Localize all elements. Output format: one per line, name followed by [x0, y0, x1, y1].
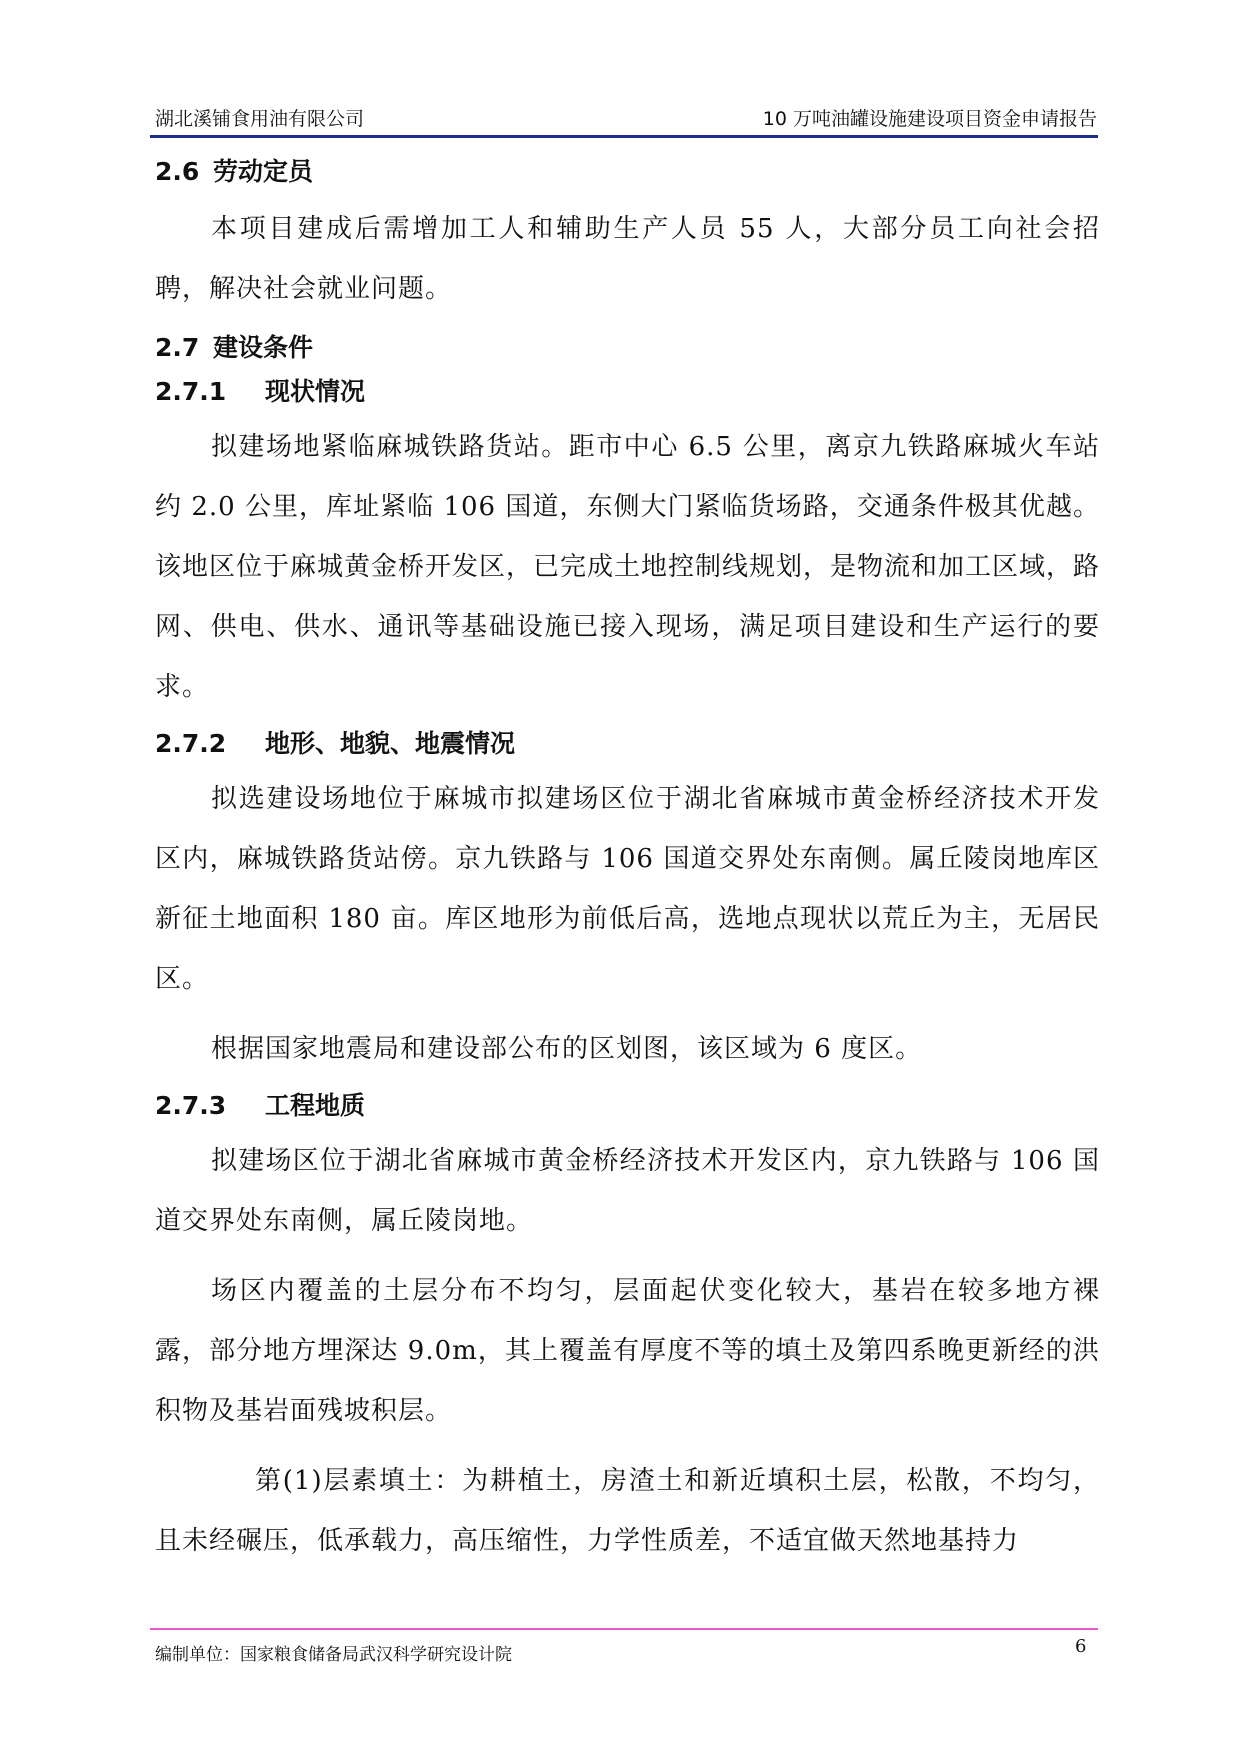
- section-title: 建设条件: [213, 333, 314, 362]
- header-report-title: 10 万吨油罐设施建设项目资金申请报告: [762, 108, 1097, 130]
- section-number: 2.6: [155, 157, 200, 186]
- section-heading-2-7-1: [155, 375, 1100, 409]
- section-title: 工程地质: [265, 1091, 366, 1120]
- section-heading-2-7-3: [155, 1089, 1100, 1123]
- section-heading-2-6: [155, 155, 1100, 189]
- section-title: 现状情况: [265, 377, 366, 406]
- paragraph-fill-layer: 第(1)层素填土：为耕植土，房渣土和新近填积土层，松散，不均匀，且未经碾压，低承载力，高压缩性，力学性质差，不适宜做天然地基持力: [155, 1466, 1100, 1556]
- paragraph-geology-layers: 场区内覆盖的土层分布不均匀，层面起伏变化较大，基岩在较多地方裸露，部分地方埋深达 9.0m，其上覆盖有厚度不等的填土及第四系晚更新经的洪积物及基岩面残坡积层。: [155, 1276, 1100, 1426]
- footer-rule: [150, 1628, 1098, 1630]
- section-title: 劳动定员: [213, 157, 314, 186]
- paragraph-seismic: 根据国家地震局和建设部公布的区划图，该区域为 6 度区。: [211, 1034, 923, 1064]
- section-number: 2.7.2: [155, 729, 227, 758]
- header-rule: [150, 135, 1098, 138]
- header-company-name: 湖北溪铺食用油有限公司: [155, 108, 365, 130]
- page-number: 6: [1075, 1636, 1087, 1657]
- footer-compiler: 编制单位：国家粮食储备局武汉科学研究设计院: [155, 1645, 512, 1665]
- section-heading-2-7: [155, 331, 1100, 365]
- section-number: 2.7: [155, 333, 200, 362]
- paragraph-site-status: 拟建场地紧临麻城铁路货站。距市中心 6.5 公里，离京九铁路麻城火车站约 2.0 公里，库址紧临 106 国道，东侧大门紧临货场路，交通条件极其优越。该地区位于麻城黄金桥开发区，已完成土地控制线规划，是物流和加工区域，路网、供电、供水、通讯等基础设施已接入现场，满足项目建设和生产运行的要求。: [155, 432, 1101, 702]
- section-number: 2.7.3: [155, 1091, 227, 1120]
- paragraph-labor: 本项目建成后需增加工人和辅助生产人员 55 人，大部分员工向社会招聘，解决社会就业问题。: [155, 214, 1100, 304]
- paragraph-terrain: 拟选建设场地位于麻城市拟建场区位于湖北省麻城市黄金桥经济技术开发区内，麻城铁路货站傍。京九铁路与 106 国道交界处东南侧。属丘陵岗地库区新征土地面积 180 亩。库区地形为前低后高，选地点现状以荒丘为主，无居民区。: [155, 784, 1100, 994]
- document-body: [155, 155, 1100, 1583]
- paragraph-geology-location: 拟建场区位于湖北省麻城市黄金桥经济技术开发区内，京九铁路与 106 国道交界处东南侧，属丘陵岗地。: [155, 1146, 1100, 1236]
- page-header: [155, 100, 1097, 136]
- section-number: 2.7.1: [155, 377, 227, 406]
- section-title: 地形、地貌、地震情况: [265, 729, 516, 758]
- section-heading-2-7-2: [155, 727, 1100, 761]
